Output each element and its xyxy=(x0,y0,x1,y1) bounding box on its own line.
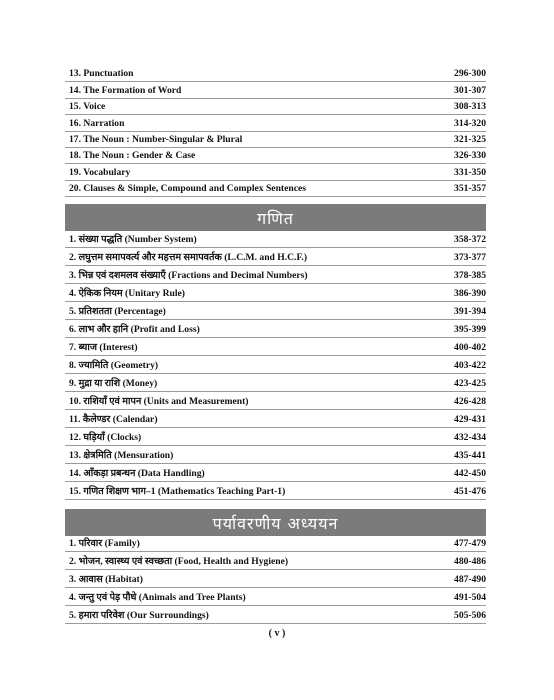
toc-title: 5. हमारा परिवेश (Our Surroundings) xyxy=(69,610,209,621)
toc-pages: 423-425 xyxy=(454,378,486,389)
toc-pages: 314-320 xyxy=(454,118,486,129)
toc-title: 15. गणित शिक्षण भाग–1 (Mathematics Teaching Part-1) xyxy=(69,486,286,497)
toc-pages: 487-490 xyxy=(454,574,486,585)
toc-pages: 491-504 xyxy=(454,592,486,603)
toc-row xyxy=(65,286,486,302)
toc-title: 1. संख्या पद्धति (Number System) xyxy=(69,234,197,245)
toc-pages: 358-372 xyxy=(454,234,486,245)
section-heading-evs xyxy=(65,509,486,536)
toc-row xyxy=(65,484,486,500)
toc-title: 13. क्षेत्रमिति (Mensuration) xyxy=(69,450,174,461)
toc-title: 2. भोजन, स्वास्थ्य एवं स्वच्छता (Food, Health and Hygiene) xyxy=(69,556,289,567)
toc-title: 2. लघुत्तम समापवर्त्य और महत्तम समापवर्तक (L.C.M. and H.C.F.) xyxy=(69,252,308,263)
toc-title: 1. परिवार (Family) xyxy=(69,538,140,549)
section-heading-math xyxy=(65,204,486,231)
toc-title: 11. कैलेण्डर (Calendar) xyxy=(69,414,158,425)
toc-row xyxy=(65,148,486,164)
toc-pages: 351-357 xyxy=(454,183,486,194)
toc-row xyxy=(65,412,486,428)
toc-pages: 395-399 xyxy=(454,324,486,335)
toc-row xyxy=(65,181,486,197)
toc-row xyxy=(65,116,486,132)
toc-title: 19. Vocabulary xyxy=(69,167,131,178)
toc-row xyxy=(65,376,486,392)
toc-row xyxy=(65,536,486,552)
toc-pages: 378-385 xyxy=(454,270,486,281)
toc-pages: 301-307 xyxy=(454,85,486,96)
toc-row xyxy=(65,250,486,266)
toc-row xyxy=(65,232,486,248)
toc-row xyxy=(65,448,486,464)
toc-title: 17. The Noun : Number-Singular & Plural xyxy=(69,134,243,145)
toc-pages: 442-450 xyxy=(454,468,486,479)
toc-pages: 386-390 xyxy=(454,288,486,299)
toc-pages: 373-377 xyxy=(454,252,486,263)
toc-pages: 432-434 xyxy=(454,432,486,443)
toc-row xyxy=(65,132,486,148)
toc-pages: 477-479 xyxy=(454,538,486,549)
toc-title: 4. जन्तु एवं पेड़ पौधे (Animals and Tree Plants) xyxy=(69,592,246,603)
toc-pages: 400-402 xyxy=(454,342,486,353)
toc-row xyxy=(65,66,486,82)
toc-title: 6. लाभ और हानि (Profit and Loss) xyxy=(69,324,200,335)
toc-pages: 326-330 xyxy=(454,150,486,161)
toc-pages: 451-476 xyxy=(454,486,486,497)
toc-title: 3. आवास (Habitat) xyxy=(69,574,143,585)
toc-title: 10. राशियाँ एवं मापन (Units and Measurement) xyxy=(69,396,249,407)
toc-title: 9. मुद्रा या राशि (Money) xyxy=(69,378,158,389)
toc-pages: 391-394 xyxy=(454,306,486,317)
page-number: ( v ) xyxy=(268,628,286,639)
toc-pages: 480-486 xyxy=(454,556,486,567)
toc-row xyxy=(65,466,486,482)
toc-row xyxy=(65,340,486,356)
toc-title: 5. प्रतिशतता (Percentage) xyxy=(69,306,166,317)
toc-pages: 308-313 xyxy=(454,101,486,112)
toc-row xyxy=(65,268,486,284)
toc-row xyxy=(65,83,486,99)
toc-title: 4. ऐकिक नियम (Unitary Rule) xyxy=(69,288,185,299)
toc-row xyxy=(65,554,486,570)
toc-title: 14. आँकड़ा प्रबन्धन (Data Handling) xyxy=(69,468,205,479)
toc-row xyxy=(65,322,486,338)
toc-row xyxy=(65,590,486,606)
toc-title: 8. ज्यामिति (Geometry) xyxy=(69,360,159,371)
toc-pages: 505-506 xyxy=(454,610,486,621)
toc-title: 7. ब्याज (Interest) xyxy=(69,342,138,353)
toc-row xyxy=(65,165,486,181)
toc-row xyxy=(65,304,486,320)
toc-row xyxy=(65,608,486,624)
toc-pages: 403-422 xyxy=(454,360,486,371)
toc-title: 15. Voice xyxy=(69,101,106,112)
toc-pages: 296-300 xyxy=(454,68,486,79)
toc-row xyxy=(65,572,486,588)
toc-pages: 331-350 xyxy=(454,167,486,178)
toc-title: 20. Clauses & Simple, Compound and Complex Sentences xyxy=(69,183,306,194)
toc-title: 3. भिन्न एवं दशमलव संख्याएँ (Fractions and Decimal Numbers) xyxy=(69,270,308,281)
toc-title: 18. The Noun : Gender & Case xyxy=(69,150,196,161)
toc-row xyxy=(65,99,486,115)
toc-title: 14. The Formation of Word xyxy=(69,85,182,96)
toc-row xyxy=(65,430,486,446)
toc-pages: 435-441 xyxy=(454,450,486,461)
toc-row xyxy=(65,394,486,410)
toc-title: 16. Narration xyxy=(69,118,125,129)
toc-title: 12. घड़ियाँ (Clocks) xyxy=(69,432,142,443)
toc-pages: 429-431 xyxy=(454,414,486,425)
section-heading-text: गणित xyxy=(257,208,294,228)
toc-pages: 426-428 xyxy=(454,396,486,407)
toc-pages: 321-325 xyxy=(454,134,486,145)
toc-title: 13. Punctuation xyxy=(69,68,134,79)
section-heading-text: पर्यावरणीय अध्ययन xyxy=(212,513,339,533)
toc-row xyxy=(65,358,486,374)
